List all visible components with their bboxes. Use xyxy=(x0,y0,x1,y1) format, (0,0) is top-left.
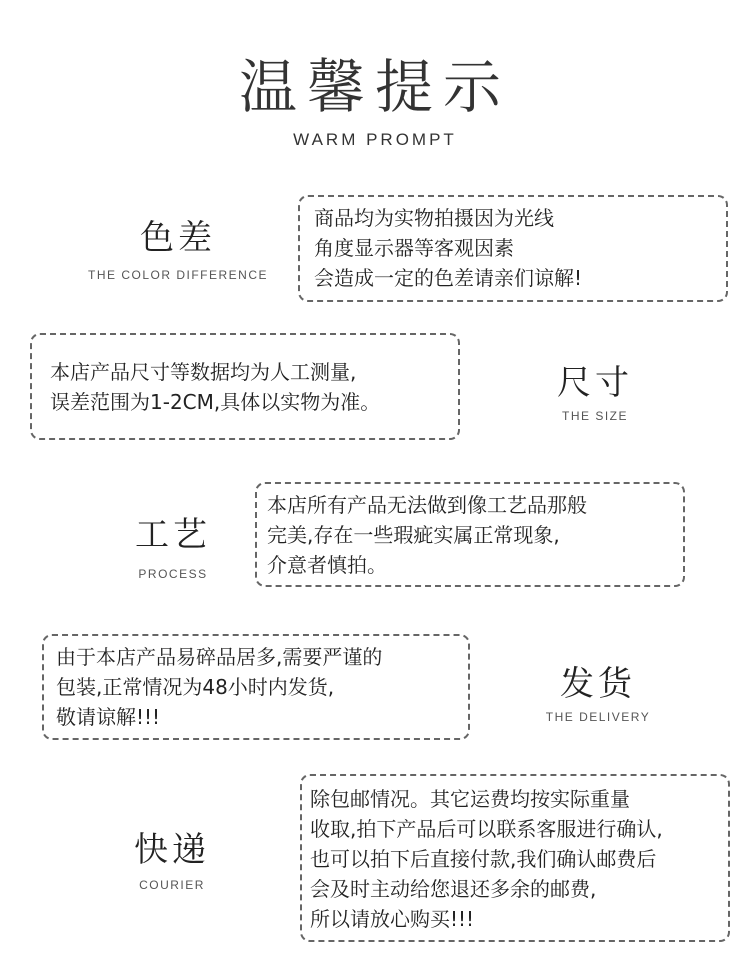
notice-line: 收取,拍下产品后可以联系客服进行确认, xyxy=(310,817,663,841)
page-subtitle: WARM PROMPT xyxy=(293,130,457,149)
section-size-notice xyxy=(30,333,460,440)
section-subtitle: THE DELIVERY xyxy=(545,710,651,724)
section-color-difference-notice xyxy=(298,195,728,302)
section-process-heading xyxy=(73,515,273,581)
notice-line: 所以请放心购买!!! xyxy=(310,907,475,931)
notice-line: 介意者慎拍。 xyxy=(267,553,387,577)
notice-line: 会造成一定的色差请亲们谅解! xyxy=(314,266,583,290)
section-courier-notice xyxy=(300,774,730,942)
notice-line: 完美,存在一些瑕疵实属正常现象, xyxy=(267,523,560,547)
page-title: 温馨提示 xyxy=(238,53,511,121)
section-subtitle: THE COLOR DIFFERENCE xyxy=(87,268,268,282)
notice-line: 本店产品尺寸等数据均为人工测量, xyxy=(50,360,357,384)
section-delivery-heading xyxy=(498,664,698,724)
section-title: 色差 xyxy=(140,218,216,258)
section-size-heading xyxy=(495,363,695,423)
section-subtitle: COURIER xyxy=(139,878,205,892)
section-subtitle: PROCESS xyxy=(138,567,208,581)
notice-line: 本店所有产品无法做到像工艺品那般 xyxy=(267,493,587,517)
notice-line: 也可以拍下后直接付款,我们确认邮费后 xyxy=(310,847,657,871)
section-subtitle: THE SIZE xyxy=(561,409,628,423)
notice-line: 由于本店产品易碎品居多,需要严谨的 xyxy=(56,645,383,669)
section-process-notice xyxy=(255,482,685,587)
section-title: 快递 xyxy=(134,830,210,870)
notice-line: 误差范围为1-2CM,具体以实物为准。 xyxy=(50,390,381,414)
section-color-difference-heading xyxy=(78,218,278,282)
notice-line: 除包邮情况。其它运费均按实际重量 xyxy=(310,787,630,811)
notice-line: 敬请谅解!!! xyxy=(56,705,161,729)
section-title: 发货 xyxy=(560,664,636,704)
notice-line: 商品均为实物拍摄因为光线 xyxy=(314,206,554,230)
notice-line: 角度显示器等客观因素 xyxy=(314,236,514,260)
section-title: 尺寸 xyxy=(557,363,633,403)
section-delivery-notice xyxy=(42,634,470,740)
notice-line: 会及时主动给您退还多余的邮费, xyxy=(310,877,597,901)
notice-line: 包装,正常情况为48小时内发货, xyxy=(56,675,335,699)
section-courier-heading xyxy=(72,830,272,892)
section-title: 工艺 xyxy=(135,515,211,555)
